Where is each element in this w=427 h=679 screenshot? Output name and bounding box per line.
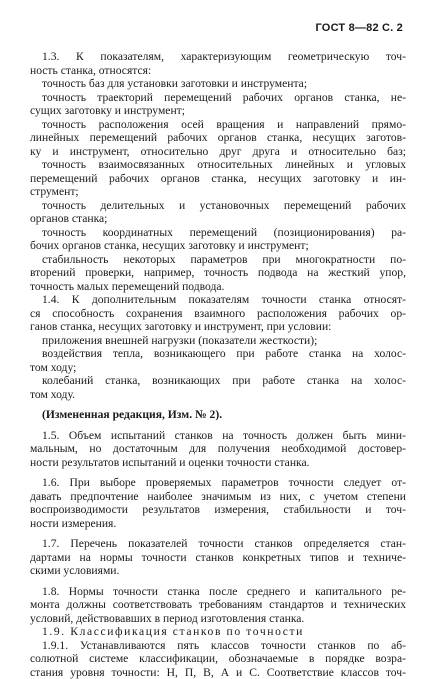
text-line: приложения внешней нагрузки (показатели жесткости); — [30, 334, 406, 348]
text-line: точность делительных и установочных перемещений рабочих — [30, 199, 406, 213]
text-line: 1.9.1. Устанавливаются пять классов точности станков по аб- — [30, 639, 406, 653]
text-line: точность взаимосвязанных относительных линейных и угловых — [30, 158, 406, 172]
text-line: ности измерения. — [30, 517, 406, 531]
text-line: сущих заготовку и инструмент; — [30, 104, 406, 118]
text-line: (Измененная редакция, Изм. № 2). — [30, 408, 406, 422]
text-line: ся способность сохранения взаимного расположения рабочих ор- — [30, 307, 406, 321]
text-line: том ходу. — [30, 388, 406, 402]
text-line: ности результатов испытаний и оценки точности станка. — [30, 456, 406, 470]
text-line: 1.4. К дополнительным показателям точности станка относят- — [30, 293, 406, 307]
document-body — [30, 50, 406, 679]
text-line: линейных перемещений рабочих органов станка, несущих заготов- — [30, 131, 406, 145]
text-line: том ходу; — [30, 361, 406, 375]
text-line: воздействия тепла, возникающего при работе станка на холос- — [30, 347, 406, 361]
text-line: вторений проверки, например, точность подвода на жесткий упор, — [30, 266, 406, 280]
text-line: 1.7. Перечень показателей точности станков определяется стан- — [30, 537, 406, 551]
text-line: 1.9. Классификация станков по точности — [30, 625, 406, 639]
text-line: монта должны соответствовать требованиям стандартов и технических — [30, 598, 406, 612]
text-line: бочих органов станка, несущих заготовку и инструмент; — [30, 239, 406, 253]
text-line: органов станка; — [30, 212, 406, 226]
text-line: ность станка, относятся: — [30, 64, 406, 78]
text-line: 1.6. При выборе проверяемых параметров точности следует от- — [30, 476, 406, 490]
text-line: стания уровня точности: Н, П, В, А и С. Соответствие классов точ- — [30, 666, 406, 679]
text-line: точность баз для установки заготовки и инструмента; — [30, 77, 406, 91]
text-line: точность координатных перемещений (позиционирования) ра- — [30, 226, 406, 240]
text-line: перемещений рабочих органов станка, несущих заготовку и ин- — [30, 172, 406, 186]
text-line: ку и инструмент, относительно друг друга и относительно баз; — [30, 145, 406, 159]
text-line: точность расположения осей вращения и направлений прямо- — [30, 118, 406, 132]
text-line: давать предпочтение наиболее значимым из них, с учетом степени — [30, 490, 406, 504]
page-header: ГОСТ 8—82 С. 2 — [316, 22, 403, 34]
text-line: 1.3. К показателям, характеризующим геометрическую точ- — [30, 50, 406, 64]
text-line: точность малых перемещений подвода. — [30, 280, 406, 294]
text-line: дартами на нормы точности станков конкретных типов и техниче- — [30, 551, 406, 565]
text-line: мальным, но достаточным для получения необходимой достовер- — [30, 442, 406, 456]
text-line: ганов станка, несущих заготовку и инструмент, при условии: — [30, 320, 406, 334]
text-line: условий, действовавших в период изготовления станка. — [30, 612, 406, 626]
text-line: точность траекторий перемещений рабочих органов станка, не- — [30, 91, 406, 105]
text-line: скими условиями. — [30, 564, 406, 578]
text-line: солютной системе классификации, обозначаемые в порядке возра- — [30, 652, 406, 666]
text-line: колебаний станка, возникающих при работе станка на холос- — [30, 374, 406, 388]
text-line: стабильность некоторых параметров при многократности по- — [30, 253, 406, 267]
text-line: 1.5. Объем испытаний станков на точность должен быть мини- — [30, 429, 406, 443]
text-line: 1.8. Нормы точности станка после среднего и капитального ре- — [30, 585, 406, 599]
text-line: струмент; — [30, 185, 406, 199]
text-line: воспроизводимости результатов измерения, стабильности и точ- — [30, 503, 406, 517]
